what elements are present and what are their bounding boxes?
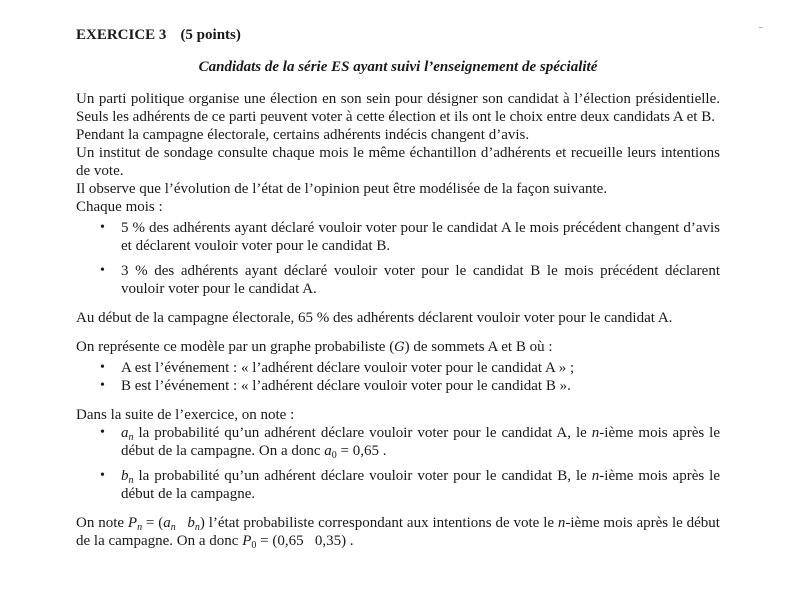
state-paragraph [76, 514, 720, 550]
var-n: n [557, 515, 566, 531]
var-P0: P [242, 533, 252, 549]
var-b: b [121, 468, 129, 484]
events-list [76, 359, 720, 395]
initial-state-paragraph: Au début de la campagne électorale, 65 % des adhérents déclarent vouloir voter pour le candidat A. [76, 310, 673, 326]
graph-symbol: G [394, 340, 405, 355]
notation-item-b [76, 467, 720, 503]
var-a: a [163, 515, 171, 531]
state-text-1: On note [76, 515, 128, 531]
rules-list [76, 219, 720, 298]
event-item: • A est l’événement : « l’adhérent déclare vouloir voter pour le candidat A » ; [76, 359, 720, 377]
var-n: n [591, 468, 600, 484]
exercise-subtitle: Candidats de la série ES ayant suivi l’enseignement de spécialité [198, 59, 598, 75]
var-n: n [591, 425, 600, 441]
var-b: b [187, 515, 195, 531]
event-item: • B est l’événement : « l’adhérent déclare vouloir voter pour le candidat B ». [76, 377, 720, 395]
notation-item-a [76, 424, 720, 460]
graph-paragraph [76, 338, 720, 357]
sub-n: n [137, 522, 143, 533]
notation-list [76, 424, 720, 503]
graph-text-after: ) de sommets A et B où : [404, 339, 553, 355]
sub-n: n [128, 475, 134, 486]
var-a: a [121, 425, 129, 441]
notation-a-text2: -ième mois après le début de la campagne. On a donc [121, 425, 720, 459]
rule-item: • 3 % des adhérents ayant déclaré vouloir voter pour le candidat B le mois précédent déclarent vouloir voter pour le candidat A. [76, 262, 720, 298]
intro-paragraph-4: Il observe que l’évolution de l’état de l’opinion peut être modélisée de la façon suivante. [76, 181, 608, 197]
exercise-page [76, 26, 720, 550]
sub-n: n [128, 432, 134, 443]
sub-0: 0 [251, 540, 257, 551]
var-a0: a [324, 443, 332, 459]
rule-item: • 5 % des adhérents ayant déclaré vouloir voter pour le candidat A le mois précédent changent d’avis et déclarent vouloir voter pour le candidat B. [76, 219, 720, 255]
notation-b-text: la probabilité qu’un adhérent déclare vouloir voter pour le candidat B, le [133, 468, 592, 484]
sub-n: n [194, 522, 200, 533]
var-P: P [127, 515, 138, 531]
intro-paragraph-1: Un parti politique organise une élection en son sein pour désigner son candidat à l’élection présidentielle. Seuls les adhérents de ce parti peuvent voter à cette élection et ils ont le choix entre deux candidats A et B. [76, 91, 720, 125]
sub-0: 0 [331, 450, 337, 461]
p0-value: = (0,65 0,35) . [256, 533, 354, 549]
exercise-heading [76, 26, 720, 44]
state-text-4: -ième mois après le début de la campagne. On a donc [76, 515, 720, 549]
intro-paragraph-5: Chaque mois : [76, 199, 163, 215]
state-text-2: = ( [142, 515, 164, 531]
intro-paragraph-2: Pendant la campagne électorale, certains adhérents indécis changent d’avis. [76, 127, 530, 143]
scan-mark [759, 27, 763, 28]
sub-n: n [170, 522, 176, 533]
notation-a-text: la probabilité qu’un adhérent déclare vouloir voter pour le candidat A, le [133, 425, 592, 441]
state-text-3: ) l’état probabiliste correspondant aux intentions de vote le [199, 515, 558, 531]
exercise-number: EXERCICE 3 [76, 27, 167, 43]
a0-value: = 0,65 . [336, 443, 387, 459]
notation-b-text2: -ième mois après le début de la campagne. [121, 468, 720, 502]
intro-paragraph-3: Un institut de sondage consulte chaque mois le même échantillon d’adhérents et recueille leurs intentions de vote. [76, 145, 720, 179]
notation-intro: Dans la suite de l’exercice, on note : [76, 407, 295, 423]
exercise-points: (5 points) [180, 27, 241, 43]
graph-text-before: On représente ce modèle par un graphe probabiliste ( [76, 339, 395, 355]
